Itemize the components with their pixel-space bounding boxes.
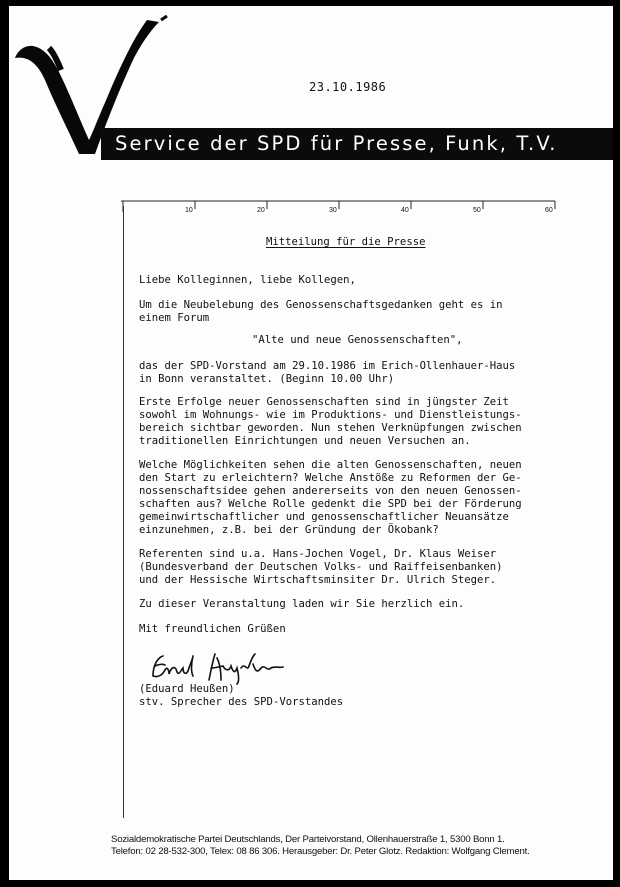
paragraph-line: und der Hessische Wirtschaftsminsiter Dr. Ulrich Steger. <box>139 574 497 586</box>
service-title: Service der SPD für Presse, Funk, T.V. <box>115 132 558 155</box>
paragraph-line: in Bonn veranstaltet. (Beginn 10.00 Uhr) <box>139 373 395 385</box>
paragraph-line: sowohl im Wohnungs- wie im Produktions- und Dienstleistungs- <box>139 409 522 421</box>
paragraph-line: Um die Neubelebung des Genossenschaftsgedanken geht es in <box>139 299 503 311</box>
ruler-label: 50 <box>473 207 481 214</box>
paragraph-line: gemeinwirtschaftlicher und genossenschaftlicher Neuansätze <box>139 511 509 523</box>
paragraph-line: (Bundesverband der Deutschen Volks- und Raiffeisenbanken) <box>139 561 503 573</box>
letter-heading: Mitteilung für die Presse <box>266 236 426 248</box>
ruler-label: 20 <box>257 207 265 214</box>
ruler-label: 30 <box>329 207 337 214</box>
forum-title: "Alte und neue Genossenschaften", <box>252 334 463 346</box>
salutation: Liebe Kolleginnen, liebe Kollegen, <box>139 274 356 286</box>
footer-contact: Telefon: 02 28-532-300, Telex: 08 86 306. Herausgeber: Dr. Peter Glotz. Redaktion: Wolfgang Clement. <box>111 846 530 857</box>
typewriter-ruler <box>115 198 561 214</box>
paragraph-line: den Start zu erleichtern? Welche Anstöße zu Reformen der Ge- <box>139 472 522 484</box>
handwritten-signature <box>149 650 289 686</box>
paragraph-line: schaften aus? Welche Rolle gedenkt die SPD bei der Förderung <box>139 498 522 510</box>
paragraph-line: einem Forum <box>139 312 210 324</box>
paragraph-line: traditionellen Einrichtungen und neuen Versuchen an. <box>139 435 471 447</box>
signer-name: (Eduard Heußen) <box>139 683 235 695</box>
paragraph-line: nossenschaftsidee gehen andererseits von den neuen Genossen- <box>139 485 522 497</box>
signer-title: stv. Sprecher des SPD-Vorstandes <box>139 696 344 708</box>
invitation: Zu dieser Veranstaltung laden wir Sie herzlich ein. <box>139 598 465 610</box>
ruler-label: 60 <box>545 207 553 214</box>
paragraph-line: Erste Erfolge neuer Genossenschaften sind in jüngster Zeit <box>139 396 509 408</box>
ruler-label: 10 <box>185 207 193 214</box>
paragraph-line: einzunehmen, z.B. bei der Gründung der Ökobank? <box>139 524 439 536</box>
paragraph-line: Welche Möglichkeiten sehen die alten Genossenschaften, neuen <box>139 459 522 471</box>
document-date: 23.10.1986 <box>309 80 387 94</box>
margin-line <box>123 206 124 818</box>
press-release-page <box>9 6 613 880</box>
closing: Mit freundlichen Grüßen <box>139 623 286 635</box>
ruler-label: 40 <box>401 207 409 214</box>
paragraph-line: Referenten sind u.a. Hans-Jochen Vogel, Dr. Klaus Weiser <box>139 548 497 560</box>
paragraph-line: das der SPD-Vorstand am 29.10.1986 im Erich-Ollenhauer-Haus <box>139 360 516 372</box>
footer-address: Sozialdemokratische Partei Deutschlands, Der Parteivorstand, Ollenhauerstraße 1, 5300 Bonn 1. <box>111 834 505 845</box>
paragraph-line: bereich sichtbar geworden. Nun stehen Verknüpfungen zwischen <box>139 422 522 434</box>
